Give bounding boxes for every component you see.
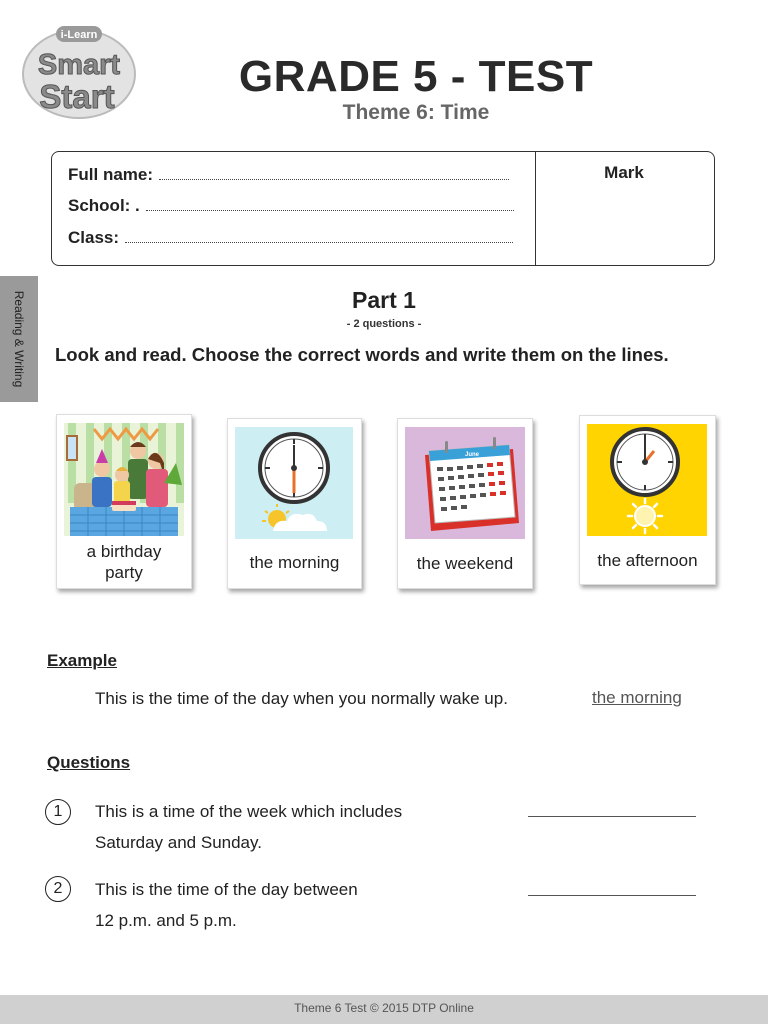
example-heading: Example — [47, 651, 117, 670]
example-answer: the morning — [592, 688, 682, 707]
picture-card-morning — [227, 418, 362, 589]
question-line: 12 p.m. and 5 p.m. — [95, 911, 237, 930]
clock-sun-picture — [587, 424, 707, 536]
svg-text:June: June — [465, 452, 480, 458]
question-text — [95, 874, 358, 936]
page-title: GRADE 5 - TEST — [238, 52, 594, 101]
svg-text:Start: Start — [39, 78, 115, 115]
school-dotted-line[interactable] — [146, 210, 514, 211]
part-title: Part 1 — [352, 287, 416, 313]
question-number: 1 — [45, 799, 71, 825]
card-caption: a birthday — [86, 542, 162, 561]
question-line: Saturday and Sunday. — [95, 833, 262, 852]
class-label: Class: — [68, 228, 120, 247]
full-name-dotted-line[interactable] — [159, 179, 509, 180]
answer-line-2[interactable] — [528, 895, 696, 896]
example-text: This is the time of the day when you normally wake up. — [95, 689, 508, 708]
svg-text:i-Learn: i-Learn — [60, 29, 98, 41]
school-label: School: . — [68, 196, 140, 215]
full-name-field[interactable] — [68, 165, 509, 185]
picture-card-birthday — [56, 414, 192, 589]
school-field[interactable] — [68, 196, 514, 216]
student-info-box — [51, 151, 715, 266]
question-line: This is the time of the day between — [95, 880, 358, 899]
mark-label: Mark — [604, 163, 644, 182]
question-number: 2 — [45, 876, 71, 902]
page-subtitle: Theme 6: Time — [342, 101, 490, 124]
question-text — [95, 796, 402, 858]
picture-card-weekend — [397, 418, 533, 589]
svg-text:Smart: Smart — [37, 49, 121, 81]
calendar-picture — [405, 427, 525, 539]
student-info-fields — [52, 152, 536, 265]
clock-sunrise-picture — [235, 427, 353, 539]
birthday-party-picture — [64, 423, 184, 536]
class-dotted-line[interactable] — [125, 242, 513, 243]
side-tab-label: Reading & Writing — [12, 290, 26, 388]
card-caption: the morning — [249, 553, 340, 572]
instruction-text: Look and read. Choose the correct words and write them on the lines. — [55, 344, 669, 365]
picture-card-afternoon — [579, 415, 716, 585]
card-caption: the afternoon — [597, 551, 698, 570]
questions-heading: Questions — [47, 753, 131, 772]
page-footer: Theme 6 Test © 2015 DTP Online — [0, 995, 768, 1024]
card-caption: the weekend — [416, 554, 514, 573]
class-field[interactable] — [68, 228, 513, 248]
card-caption-line2: party — [105, 563, 143, 582]
part-subtitle: - 2 questions - — [346, 318, 422, 330]
question-line: This is a time of the week which includes — [95, 802, 403, 821]
answer-line-1[interactable] — [528, 816, 696, 817]
full-name-label: Full name: — [68, 165, 154, 184]
